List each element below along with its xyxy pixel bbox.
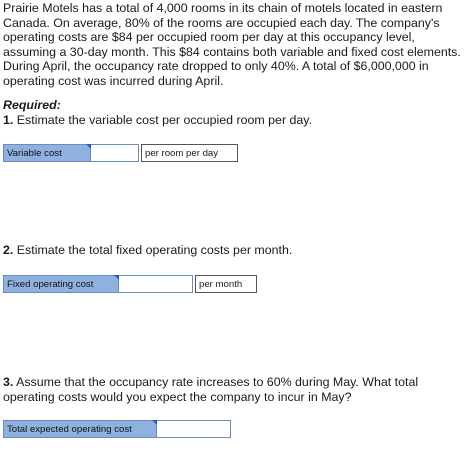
question-3 [3, 375, 471, 404]
question-1-number: 1. [3, 113, 14, 127]
fixed-cost-label-text: Fixed operating cost [7, 278, 94, 290]
question-2 [3, 243, 471, 258]
variable-cost-label [3, 144, 91, 162]
fixed-cost-label [3, 275, 119, 293]
question-1 [3, 113, 471, 128]
variable-cost-unit: per room per day [141, 144, 238, 162]
variable-cost-input[interactable] [91, 148, 138, 164]
corner-marker-icon [152, 420, 157, 425]
variable-cost-label-text: Variable cost [7, 147, 62, 159]
total-cost-input[interactable] [157, 424, 230, 440]
question-2-number: 2. [3, 243, 14, 257]
question-2-text: Estimate the total fixed operating costs per month. [13, 243, 293, 257]
problem-statement: Prairie Motels has a total of 4,000 rooms in its chain of motels located in eastern Canada. On average, 80% of the rooms are occupied each day. The company's operating costs are $84 per occupied room per day at this occupancy level, assuming a 30-day month. This $84 contains both variable and fixed cost elements. During April, the occupancy rate dropped to only 40%. A total of $6,000,000 in operating cost was incurred during April. [3, 1, 461, 88]
fixed-cost-input[interactable] [119, 279, 192, 295]
question-3-text: Assume that the occupancy rate increases to 60% during May. What total operating costs would you expect the company to incur in May? [3, 375, 419, 404]
variable-cost-field[interactable] [91, 144, 139, 162]
fixed-cost-unit: per month [195, 275, 257, 293]
fixed-cost-field[interactable] [119, 275, 193, 293]
question-3-number: 3. [3, 375, 14, 389]
corner-marker-icon [86, 144, 91, 149]
question-1-text: Estimate the variable cost per occupied room per day. [13, 113, 313, 127]
corner-marker-icon [114, 275, 119, 280]
required-heading: Required: [3, 98, 61, 112]
answer-row-fixed-cost [3, 275, 257, 293]
answer-row-total-cost [3, 420, 231, 438]
total-cost-label [3, 420, 157, 438]
total-cost-field[interactable] [157, 420, 231, 438]
total-cost-label-text: Total expected operating cost [7, 423, 132, 435]
answer-row-variable-cost [3, 144, 238, 162]
